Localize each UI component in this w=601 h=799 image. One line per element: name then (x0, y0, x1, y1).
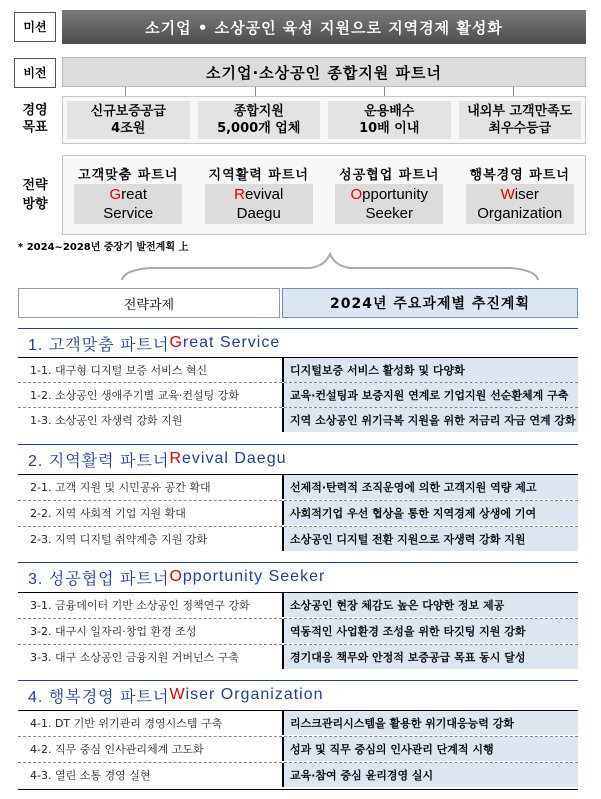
strategy-english (466, 184, 574, 224)
goal-title: 운용배수 (364, 104, 415, 119)
strategy-wiser-organization (455, 156, 586, 234)
strategy-title: 지역활력 파트너 (208, 168, 309, 183)
task-2-2: 2-2. 지역 사회적 기업 지원 확대 (30, 507, 186, 520)
task-4-1: 4-1. DT 기반 위기관리 경영시스템 구축 (30, 717, 223, 730)
connector-line (513, 87, 514, 96)
connector-line (384, 87, 385, 96)
plan-3-3: 경기대응 책무와 안정적 보증공급 목표 동시 달성 (282, 645, 578, 669)
strategy-word: Daegu (236, 205, 281, 222)
mission-label: 미션 (14, 12, 56, 42)
section-divider (18, 328, 578, 329)
strategy-title: 고객맞춤 파트너 (78, 168, 179, 183)
task-1-2: 1-2. 소상공인 생애주기별 교육·컨설팅 강화 (30, 389, 239, 402)
goal-title: 내외부 고객만족도 (467, 104, 573, 119)
strategy-initial: G (109, 186, 122, 203)
section-title-2 (18, 446, 578, 472)
section-prefix: 3. 성공협업 파트너 (28, 570, 170, 588)
goal-new-guarantee (67, 101, 190, 139)
goal-title: 종합지원 (233, 104, 284, 119)
task-2-1: 2-1. 고객 지원 및 시민공유 공간 확대 (30, 481, 211, 494)
goal-customer-satisfaction (459, 101, 582, 139)
strategy-word: Service (103, 205, 154, 222)
plan-3-1: 소상공인 현장 체감도 높은 다양한 정보 제공 (282, 593, 578, 617)
section-prefix: 4. 행복경영 파트너 (28, 688, 170, 706)
strategy-word: reat (121, 186, 148, 203)
strategy-title: 행복경영 파트너 (469, 168, 570, 183)
strategy-word: evival (244, 186, 284, 203)
plan-2-2: 사회적기업 우선 협상을 통한 지역경제 상생에 기여 (282, 501, 578, 525)
task-3-3: 3-3. 대구 소상공인 금융지원 거버넌스 구축 (30, 651, 239, 664)
task-4-2: 4-2. 직무 중심 인사관리체계 고도화 (30, 743, 204, 756)
goal-operation-multiple (328, 101, 451, 139)
section-initial: R (169, 450, 182, 467)
strategy-opportunity-seeker (324, 156, 455, 234)
section-rest: reat Service (182, 334, 281, 351)
task-4-3: 4-3. 열린 소통 경영 실현 (30, 769, 151, 782)
plan-4-2: 성과 및 직무 중심의 인사관리 단계적 시행 (282, 737, 578, 761)
strategy-word: iser (514, 186, 539, 203)
vision-bar: 소기업·소상공인 종합지원 파트너 (62, 57, 586, 87)
goal-total-support (198, 101, 321, 139)
goal-value: 5,000개 업체 (217, 121, 301, 136)
strategy-great-service (63, 156, 194, 234)
task-3-1: 3-1. 금융데이터 기반 소상공인 정책연구 강화 (30, 599, 250, 612)
goal-title: 신규보증공급 (90, 104, 166, 119)
plan-4-1: 리스크관리시스템을 활용한 위기대응능력 강화 (282, 711, 578, 735)
goal-label (14, 96, 56, 142)
strategy-title: 성공협업 파트너 (339, 168, 440, 183)
plan-1-1: 디지털보증 서비스 활성화 및 다양화 (282, 358, 578, 382)
curly-brace-icon (120, 252, 540, 282)
section-divider (18, 444, 578, 445)
goal-value: 10배 이내 (359, 121, 420, 136)
strategy-word: Seeker (365, 205, 414, 222)
connector-line (255, 87, 256, 96)
section-title-3 (18, 564, 578, 590)
section-initial: O (169, 568, 183, 585)
goal-value: 최우수등급 (488, 121, 552, 136)
section-rest: iser Organization (185, 686, 324, 703)
vision-label: 비전 (14, 58, 56, 88)
plan-1-3: 지역 소상공인 위기극복 지원을 위한 저금리 자금 연계 강화 (282, 408, 578, 432)
strategy-label-line1: 전략 (22, 178, 48, 193)
strategy-revival-daegu (194, 156, 325, 234)
strategy-english (335, 184, 443, 224)
section-initial: W (169, 686, 186, 703)
plan-3-2: 역동적인 사업환경 조성을 위한 타깃팅 지원 강화 (282, 619, 578, 643)
task-1-3: 1-3. 소상공인 자생력 강화 지원 (30, 414, 183, 427)
section-initial: G (169, 334, 183, 351)
section-title-4 (18, 682, 578, 708)
strategy-initial: W (500, 186, 515, 203)
section-title-1 (18, 330, 578, 356)
strategy-initial: R (234, 186, 245, 203)
task-3-2: 3-2. 대구시 일자리·창업 환경 조성 (30, 625, 197, 638)
plan-2-1: 선제적·탄력적 조직운영에 의한 고객지원 역량 제고 (282, 475, 578, 499)
section-rest: evival Daegu (182, 450, 287, 467)
strategy-english (74, 184, 182, 224)
goal-label-line1: 경영 (22, 103, 48, 118)
header-plans: 2024년 주요과제별 추진계획 (282, 288, 578, 318)
strategy-label-line2: 방향 (22, 197, 48, 212)
strategy-english (205, 184, 313, 224)
strategy-initial: O (350, 186, 363, 203)
header-tasks: 전략과제 (18, 288, 280, 318)
section-divider (18, 680, 578, 681)
strategy-word: pportunity (362, 186, 429, 203)
strategy-panel (62, 155, 586, 235)
goal-label-line2: 목표 (22, 120, 48, 135)
plan-2-3: 소상공인 디지털 전환 지원으로 자생력 강화 지원 (282, 527, 578, 551)
plan-1-2: 교육·컨설팅과 보증지원 연계로 기업지원 선순환체계 구축 (282, 383, 578, 407)
section-rest: pportunity Seeker (182, 568, 326, 585)
section-prefix: 1. 고객맞춤 파트너 (28, 336, 170, 354)
section-prefix: 2. 지역활력 파트너 (28, 452, 170, 470)
task-1-1: 1-1. 대구형 디지털 보증 서비스 혁신 (30, 364, 208, 377)
table-bottom-rule (18, 789, 578, 790)
strategy-word: Organization (477, 205, 563, 222)
plan-4-3: 교육·참여 중심 윤리경영 실시 (282, 763, 578, 787)
footnote: * 2024~2028년 중장기 발전계획 上 (18, 242, 189, 253)
goals-panel (62, 96, 586, 144)
section-divider (18, 562, 578, 563)
strategy-label (14, 172, 56, 218)
task-2-3: 2-3. 지역 디지털 취약계층 지원 강화 (30, 533, 208, 546)
connector-line (125, 87, 126, 96)
mission-bar: 소기업 • 소상공인 육성 지원으로 지역경제 활성화 (62, 10, 586, 44)
goal-value: 4조원 (111, 121, 146, 136)
